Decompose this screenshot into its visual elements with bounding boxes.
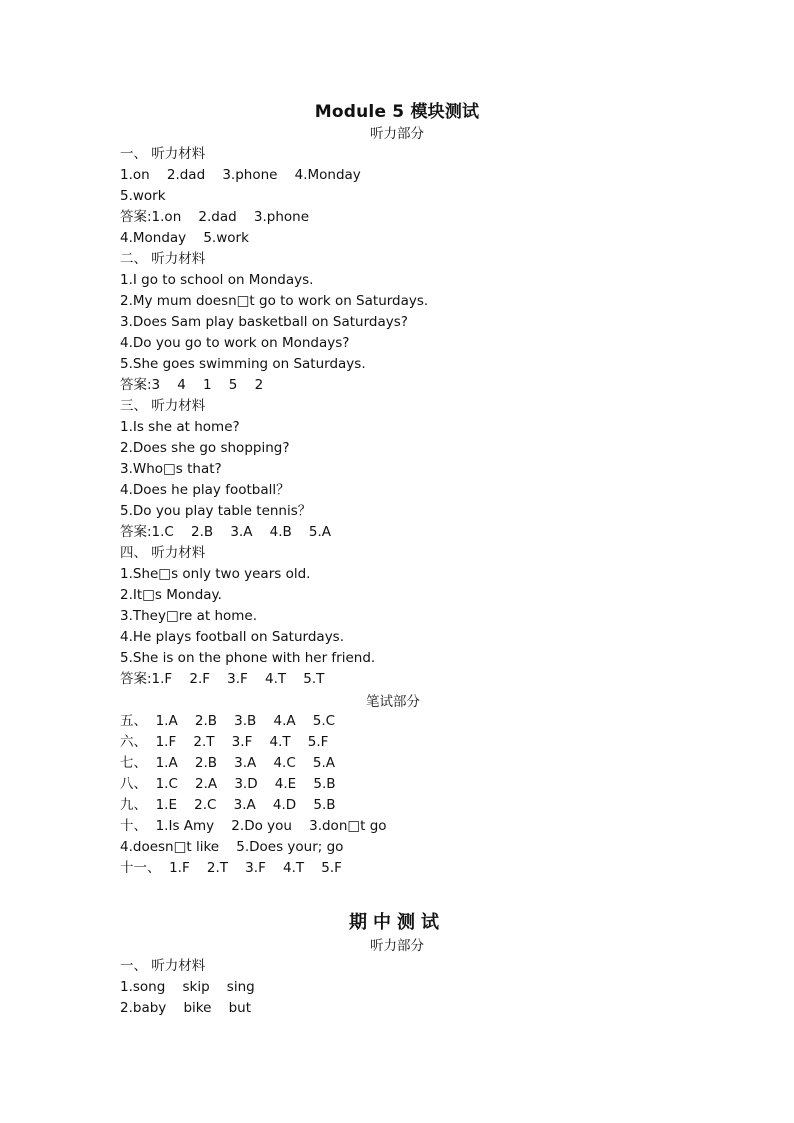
midterm-listening-heading: 听力部分 <box>370 938 424 954</box>
answer-line: 3.Who□s that? <box>120 461 222 477</box>
written-answer-line: 五、 1.A 2.B 3.B 4.A 5.C <box>120 713 336 729</box>
section-heading-4: 四、 听力材料 <box>120 545 206 561</box>
section-heading-1: 一、 听力材料 <box>120 146 206 162</box>
answer-line: 4.Monday 5.work <box>120 230 249 246</box>
answer-line: 1.on 2.dad 3.phone 4.Monday <box>120 167 361 183</box>
answer-line: 5.work <box>120 188 166 204</box>
answer-line: 2.It□s Monday. <box>120 587 222 603</box>
midterm-title: 期中测试 <box>349 912 445 933</box>
section-heading-2: 二、 听力材料 <box>120 251 206 267</box>
answer-line: 5.She goes swimming on Saturdays. <box>120 356 366 372</box>
answer-line: 3.They□re at home. <box>120 608 258 624</box>
answer-line: 1.Is she at home? <box>120 419 240 435</box>
answer-line: 答案:1.C 2.B 3.A 4.B 5.A <box>120 524 332 540</box>
section-heading-1: 一、 听力材料 <box>120 958 206 974</box>
answer-line: 5.She is on the phone with her friend. <box>120 650 376 666</box>
module5-title: Module 5 模块测试 <box>314 102 480 122</box>
written-answer-line: 七、 1.A 2.B 3.A 4.C 5.A <box>120 755 336 771</box>
written-answer-line: 六、 1.F 2.T 3.F 4.T 5.F <box>120 734 329 750</box>
written-answer-line: 十一、 1.F 2.T 3.F 4.T 5.F <box>120 860 342 876</box>
written-answer-line: 十、 1.Is Amy 2.Do you 3.don□t go <box>120 818 387 834</box>
answer-line: 答案:3 4 1 5 2 <box>120 377 264 393</box>
module5-written-heading: 笔试部分 <box>366 694 420 710</box>
answer-line: 2.baby bike but <box>120 1000 251 1016</box>
written-answer-line: 八、 1.C 2.A 3.D 4.E 5.B <box>120 776 336 792</box>
answer-line: 5.Do you play table tennis？ <box>120 503 312 519</box>
answer-line: 4.Does he play football？ <box>120 482 290 498</box>
answer-line: 3.Does Sam play basketball on Saturdays? <box>120 314 408 330</box>
answer-line: 1.I go to school on Mondays. <box>120 272 314 288</box>
section-heading-3: 三、 听力材料 <box>120 398 206 414</box>
answer-line: 2.My mum doesn□t go to work on Saturdays. <box>120 293 429 309</box>
module5-listening-heading: 听力部分 <box>370 126 424 142</box>
answer-line: 答案:1.on 2.dad 3.phone <box>120 209 309 225</box>
answer-line: 4.Do you go to work on Mondays? <box>120 335 350 351</box>
answer-line: 答案:1.F 2.F 3.F 4.T 5.T <box>120 671 325 687</box>
answer-line: 1.She□s only two years old. <box>120 566 311 582</box>
answer-line: 4.He plays football on Saturdays. <box>120 629 345 645</box>
written-answer-line: 九、 1.E 2.C 3.A 4.D 5.B <box>120 797 336 813</box>
answer-line: 2.Does she go shopping? <box>120 440 290 456</box>
answer-line: 1.song skip sing <box>120 979 255 995</box>
written-answer-line: 4.doesn□t like 5.Does your; go <box>120 839 344 855</box>
